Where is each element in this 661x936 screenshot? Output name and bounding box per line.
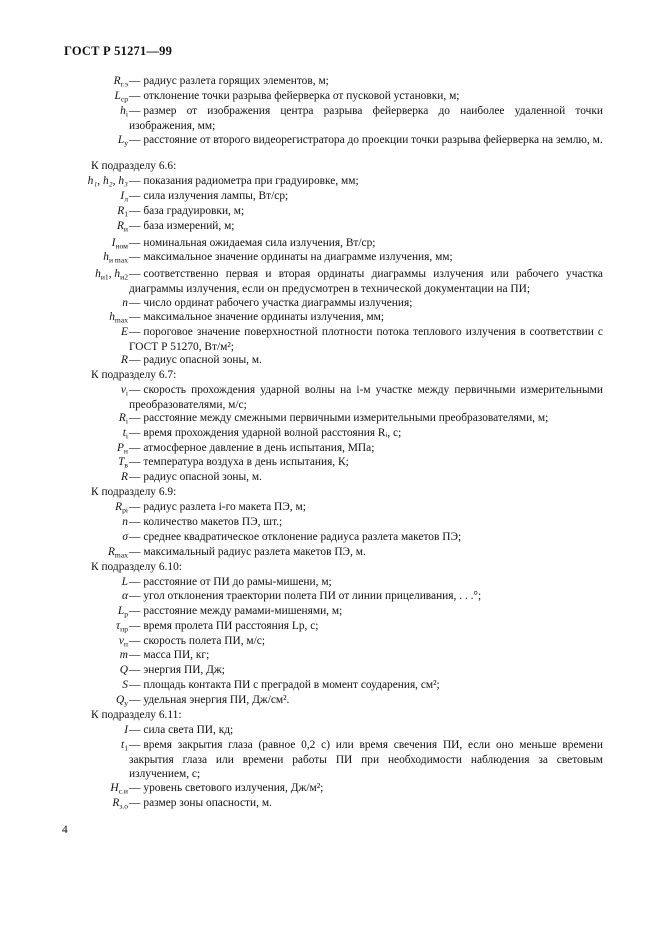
symbol-letter: R (121, 354, 128, 366)
symbol-letter: R (107, 546, 115, 558)
definition-text (129, 678, 603, 693)
definition-body: сила света ПИ, кд; (143, 724, 234, 736)
em-dash: — (129, 456, 141, 468)
em-dash: — (129, 782, 141, 794)
em-dash: — (129, 442, 141, 454)
definition-text (129, 589, 603, 604)
definition-body: расстояние между смежными первичными измерительными преобразователями, м; (143, 412, 549, 424)
symbol-subscript: у (124, 138, 128, 148)
symbol-subscript: i (125, 431, 128, 441)
symbol (60, 104, 128, 119)
symbol (60, 236, 128, 251)
definition-text (129, 267, 603, 296)
definition-text (129, 781, 603, 796)
em-dash: — (129, 664, 141, 676)
definition-text (129, 738, 603, 782)
definition-body: размер от изображения центра разрыва фейерверка до наиболее удаленной точки изображения, мм; (129, 105, 603, 132)
em-dash: — (129, 190, 141, 202)
symbol-letter: v (120, 384, 126, 396)
em-dash: — (129, 90, 141, 102)
symbol (60, 219, 128, 234)
definition-text (129, 219, 603, 234)
definition-body: скорость полета ПИ, м/с; (143, 635, 265, 647)
symbol-subscript: у (124, 698, 128, 708)
symbol (60, 383, 128, 398)
symbol (60, 296, 128, 311)
em-dash: — (129, 546, 141, 558)
symbol-letter: τ (116, 620, 121, 632)
em-dash: — (129, 237, 141, 249)
definition-body: максимальное значение ординаты излучения, мм; (143, 311, 384, 323)
em-dash: — (129, 724, 141, 736)
symbol-subscript: г.э (120, 79, 128, 89)
definition-text (129, 796, 603, 811)
em-dash: — (129, 205, 141, 217)
definition-text (129, 545, 603, 560)
symbol (60, 133, 128, 148)
definition-text (129, 441, 603, 456)
symbol-subscript: в (124, 460, 128, 470)
symbol-subscript: р (124, 609, 128, 619)
symbol (60, 204, 128, 219)
section-heading: К подразделу 6.11: (91, 709, 182, 721)
definition-body: радиус опасной зоны, м. (143, 471, 262, 483)
symbol-letter: R (118, 412, 126, 424)
em-dash: — (129, 412, 141, 424)
symbol-separator: , (108, 268, 115, 280)
em-dash: — (129, 75, 141, 87)
em-dash: — (129, 620, 141, 632)
symbol-letter: n (122, 516, 128, 528)
symbol-subscript: и (123, 224, 128, 234)
symbol-letter: I (120, 190, 125, 202)
definition-body: температура воздуха в день испытания, К; (143, 456, 349, 468)
symbol-letter: I (111, 237, 116, 249)
symbol-subscript: ном (115, 241, 128, 251)
symbol-subscript: з.о (119, 801, 128, 811)
page-number: 4 (62, 824, 68, 836)
symbol (60, 530, 128, 545)
symbol-letter: h (120, 105, 126, 117)
symbol (60, 250, 128, 265)
em-dash: — (129, 590, 141, 602)
symbol (60, 723, 128, 738)
definition-body: база градуировки, м; (143, 205, 245, 217)
symbol-letter: h (114, 268, 121, 280)
definition-text (129, 411, 603, 426)
em-dash: — (129, 427, 141, 439)
definition-body: время закрытия глаза (равное 0,2 с) или время свечения ПИ, если оно меньше времени закрытия глаза или времени работы ПИ при необходимости наблюдения за световым излучением, с; (129, 739, 603, 781)
section-heading: К подразделу 6.9: (91, 486, 177, 498)
definition-body: отклонение точки разрыва фейерверка от пусковой установки, м; (143, 90, 460, 102)
symbol (60, 604, 128, 619)
symbol (60, 189, 128, 204)
symbol (60, 455, 128, 470)
em-dash: — (129, 576, 141, 588)
definition-body: сила излучения лампы, Вт/ср; (143, 190, 289, 202)
em-dash: — (129, 297, 141, 309)
symbol-letter: L (117, 605, 125, 617)
definition-body: радиус опасной зоны, м. (143, 354, 262, 366)
definition-text (129, 470, 603, 485)
em-dash: — (129, 105, 141, 117)
symbol-letter: h (95, 268, 101, 280)
definition-body: номинальная ожидаемая сила излучения, Вт/ср; (143, 237, 376, 249)
em-dash: — (129, 649, 141, 661)
em-dash: — (129, 739, 141, 751)
em-dash: — (129, 797, 141, 809)
em-dash: — (129, 605, 141, 617)
definition-body: энергия ПИ, Дж; (143, 664, 225, 676)
definition-text (129, 189, 603, 204)
symbol (60, 693, 128, 708)
em-dash: — (129, 384, 141, 396)
symbol (60, 634, 128, 649)
symbol (60, 781, 128, 796)
definition-body: расстояние от второго видеорегистратора до проекции точки разрыва фейерверка на землю, м. (143, 134, 603, 146)
definition-text (129, 353, 603, 368)
definition-body: размер зоны опасности, м. (143, 797, 272, 809)
definition-body: угол отклонения траектории полета ПИ от линии прицеливания, . . .°; (143, 590, 482, 602)
symbol-subscript: pi (122, 505, 128, 515)
symbol (60, 325, 128, 340)
definition-body: пороговое значение поверхностной плотности потока теплового излучения в соответствии с ГОСТ Р 51270, Вт/м²; (129, 326, 603, 353)
symbol-subscript: и max (108, 255, 128, 265)
definition-text (129, 723, 603, 738)
symbol-letter: Q (119, 664, 128, 676)
symbol-letter: t (122, 427, 126, 439)
symbol-letter: L (117, 134, 125, 146)
symbol (60, 74, 128, 89)
symbol-letter: h (103, 251, 109, 263)
definition-text (129, 310, 603, 325)
symbol (60, 648, 128, 663)
symbol (60, 796, 128, 811)
definition-text (129, 648, 603, 663)
symbol-subscript: л (124, 194, 128, 204)
definition-body: скорость прохождения ударной волны на i-м участке между первичными измерительными преобразователями, м/с; (129, 384, 603, 411)
definition-text (129, 530, 603, 545)
em-dash: — (129, 635, 141, 647)
document-header: ГОСТ Р 51271—99 (64, 44, 173, 58)
symbol (60, 411, 128, 426)
symbol-subscript: i (125, 109, 128, 119)
em-dash: — (129, 531, 141, 543)
symbol-subscript: пр (120, 624, 128, 634)
symbol (60, 267, 128, 282)
definition-text (129, 383, 603, 412)
definition-text (129, 133, 603, 148)
symbol (60, 545, 128, 560)
symbol-subscript: и1 (100, 272, 109, 282)
symbol-letter: T (118, 456, 125, 468)
symbol-subscript: 1 (124, 209, 128, 219)
definition-text (129, 250, 603, 265)
em-dash: — (129, 134, 141, 146)
symbol-letter: L (114, 90, 121, 102)
symbol (60, 441, 128, 456)
section-heading: К подразделу 6.7: (91, 369, 177, 381)
symbol-letter: R (112, 797, 120, 809)
symbol-subscript: и2 (120, 272, 128, 282)
symbol-letter: P (116, 442, 124, 454)
definition-body: уровень светового излучения, Дж/м²; (143, 782, 324, 794)
em-dash: — (129, 694, 141, 706)
symbol-letter: R (115, 501, 123, 513)
definition-body: база измерений, м; (143, 220, 235, 232)
symbol-subscript: i (125, 416, 128, 426)
symbol-letter: v (118, 635, 124, 647)
symbol-letter: L (121, 576, 128, 588)
em-dash: — (129, 326, 141, 338)
em-dash: — (129, 268, 141, 280)
symbol-subscript: i (125, 388, 128, 398)
definition-body: время прохождения ударной волной расстояния Rᵢ, с; (143, 427, 402, 439)
em-dash: — (129, 679, 141, 691)
definition-body: площадь контакта ПИ с преградой в момент соударения, см²; (143, 679, 440, 691)
symbol-subscript: ср (120, 94, 128, 104)
symbol-letter: t (121, 739, 125, 751)
symbol (60, 470, 128, 485)
symbol (60, 426, 128, 441)
symbol-subscript: max (114, 550, 128, 560)
symbol (60, 663, 128, 678)
symbol (60, 310, 128, 325)
definition-body: радиус разлета i-го макета ПЭ, м; (143, 501, 306, 513)
definition-body: показания радиометра при градуировке, мм; (143, 175, 359, 187)
definition-text (129, 174, 603, 189)
definition-text (129, 204, 603, 219)
definition-text (129, 619, 603, 634)
definition-text (129, 500, 603, 515)
definition-body: максимальное значение ординаты на диаграмме излучения, мм; (143, 251, 453, 263)
symbol-letter: I (124, 724, 128, 736)
definition-text (129, 74, 603, 89)
section-heading: К подразделу 6.6: (91, 160, 177, 172)
definition-text (129, 89, 603, 104)
definition-body: масса ПИ, кг; (143, 649, 210, 661)
definition-text (129, 236, 603, 251)
definition-body: среднее квадратическое отклонение радиуса разлета макетов ПЭ; (143, 531, 462, 543)
definition-text (129, 455, 603, 470)
symbol (60, 738, 128, 753)
symbol (60, 174, 128, 189)
definition-text (129, 104, 603, 133)
definition-text (129, 634, 603, 649)
definition-body: расстояние от ПИ до рамы-мишени, м; (143, 576, 332, 588)
definition-body: количество макетов ПЭ, шт.; (143, 516, 283, 528)
em-dash: — (129, 354, 141, 366)
symbol-letter: R (116, 220, 124, 232)
symbol-letter: Q (115, 694, 125, 706)
symbol (60, 500, 128, 515)
definition-body: максимальный радиус разлета макетов ПЭ, м. (143, 546, 366, 558)
symbol-letter: E (121, 326, 128, 338)
em-dash: — (129, 311, 141, 323)
definition-text (129, 296, 603, 311)
em-dash: — (129, 501, 141, 513)
definition-body: время пролета ПИ расстояния Lр, с; (143, 620, 319, 632)
symbol-letter: R (113, 75, 121, 87)
definition-text (129, 663, 603, 678)
em-dash: — (129, 516, 141, 528)
symbol-subscript: с.и (118, 786, 128, 796)
symbol-letter: h (109, 311, 115, 323)
em-dash: — (129, 471, 141, 483)
definition-body: радиус разлета горящих элементов, м; (143, 75, 329, 87)
em-dash: — (129, 175, 141, 187)
symbol-letter: H (110, 782, 119, 794)
symbol (60, 678, 128, 693)
symbol-subscript: н (123, 446, 128, 456)
symbol-subscript: 1 (124, 743, 128, 753)
symbol-letter: n (122, 297, 128, 309)
symbol-letter: R (117, 205, 125, 217)
symbol-letter: σ (122, 531, 128, 543)
symbol (60, 515, 128, 530)
symbol (60, 89, 128, 104)
symbol-letter: m (119, 649, 128, 661)
symbol (60, 353, 128, 368)
symbol-subscript: п (123, 639, 128, 649)
definition-text (129, 426, 603, 441)
symbol-letter: h₁, h₂, h₃ (87, 175, 128, 187)
em-dash: — (129, 251, 141, 263)
symbol-subscript: max (114, 315, 128, 325)
definition-body: соответственно первая и вторая ординаты диаграммы излучения или рабочего участка диаграммы излучения, если он предусмотрен в технической документации на ПИ; (129, 268, 603, 295)
section-heading: К подразделу 6.10: (91, 561, 182, 573)
symbol (60, 619, 128, 634)
symbol (60, 589, 128, 604)
definition-body: атмосферное давление в день испытания, МПа; (143, 442, 375, 454)
definition-text (129, 604, 603, 619)
symbol-letter: α (122, 590, 128, 602)
definition-text (129, 515, 603, 530)
definition-text (129, 575, 603, 590)
em-dash: — (129, 220, 141, 232)
definition-body: расстояние между рамами-мишенями, м; (143, 605, 343, 617)
symbol (60, 575, 128, 590)
definition-body: число ординат рабочего участка диаграммы излучения; (143, 297, 413, 309)
symbol-letter: S (122, 679, 128, 691)
definition-body: удельная энергия ПИ, Дж/см². (143, 694, 290, 706)
symbol-letter: R (121, 471, 128, 483)
definition-text (129, 693, 603, 708)
definition-text (129, 325, 603, 354)
